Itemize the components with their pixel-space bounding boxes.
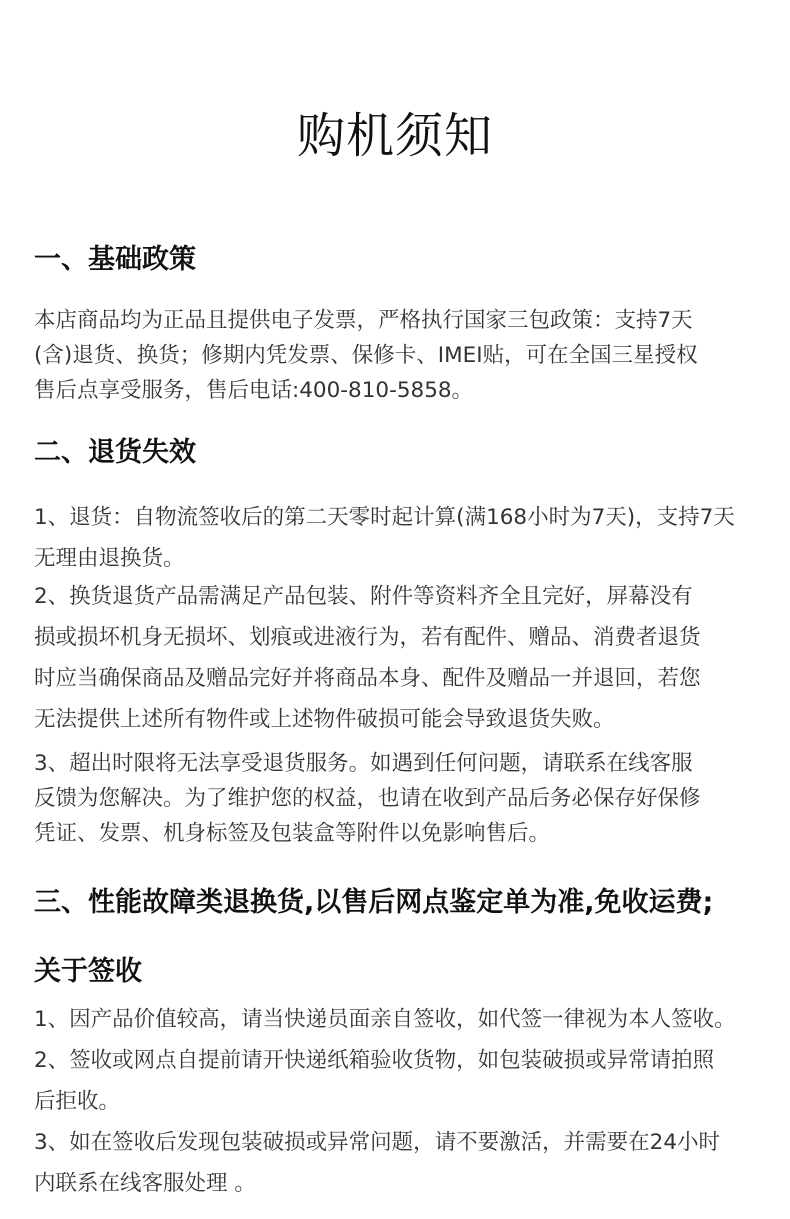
paragraph-line: 无法提供上述所有物件或上述物件破损可能会导致退货失败。 [34, 707, 615, 732]
paragraph-line: 2、签收或网点自提前请开快递纸箱验收货物，如包装破损或异常请拍照 [34, 1048, 715, 1073]
paragraph-line: 2、换货退货产品需满足产品包装、附件等资料齐全且完好，屏幕没有 [34, 584, 693, 609]
paragraph-line: 损或损坏机身无损坏、划痕或进液行为，若有配件、赠品、消费者退货 [34, 625, 701, 650]
paragraph-line: 1、退货：自物流签收后的第二天零时起计算(满168小时为7天)，支持7天 [34, 505, 735, 530]
paragraph-line: 1、因产品价值较高，请当快递员面亲自签收，如代签一律视为本人签收。 [34, 1007, 736, 1032]
paragraph-line: 3、超出时限将无法享受退货服务。如遇到任何问题，请联系在线客服 [34, 751, 693, 776]
receipt-paragraph [34, 999, 736, 1204]
paragraph-line: 3、如在签收后发现包装破损或异常问题，请不要激活，并需要在24小时 [34, 1130, 721, 1155]
paragraph-line: (含)退货、换货；修期内凭发票、保修卡、IMEI贴，可在全国三星授权 [34, 343, 698, 368]
paragraph-line: 售后点享受服务，售后电话:400-810-5858。 [34, 378, 474, 403]
section-heading-performance-fault: 三、性能故障类退换货,以售后网点鉴定单为准,免收运费; [34, 887, 714, 918]
paragraph-line: 内联系在线客服处理 。 [34, 1171, 256, 1196]
section-heading-receipt: 关于签收 [34, 956, 142, 987]
paragraph-line: 无理由退换货。 [34, 546, 185, 571]
basic-policy-paragraph [34, 303, 698, 408]
paragraph-line: 后拒收。 [34, 1089, 121, 1114]
section-heading-return-invalid: 二、退货失效 [34, 437, 196, 468]
return-item-1 [34, 497, 735, 579]
return-item-3 [34, 746, 701, 851]
return-item-2 [34, 576, 701, 740]
paragraph-line: 本店商品均为正品且提供电子发票，严格执行国家三包政策：支持7天 [34, 308, 693, 333]
section-heading-basic-policy: 一、基础政策 [34, 244, 196, 275]
page-title: 购机须知 [296, 108, 493, 165]
paragraph-line: 凭证、发票、机身标签及包装盒等附件以免影响售后。 [34, 821, 551, 846]
paragraph-line: 反馈为您解决。为了维护您的权益，也请在收到产品后务必保存好保修 [34, 786, 701, 811]
paragraph-line: 时应当确保商品及赠品完好并将商品本身、配件及赠品一并退回，若您 [34, 666, 701, 691]
